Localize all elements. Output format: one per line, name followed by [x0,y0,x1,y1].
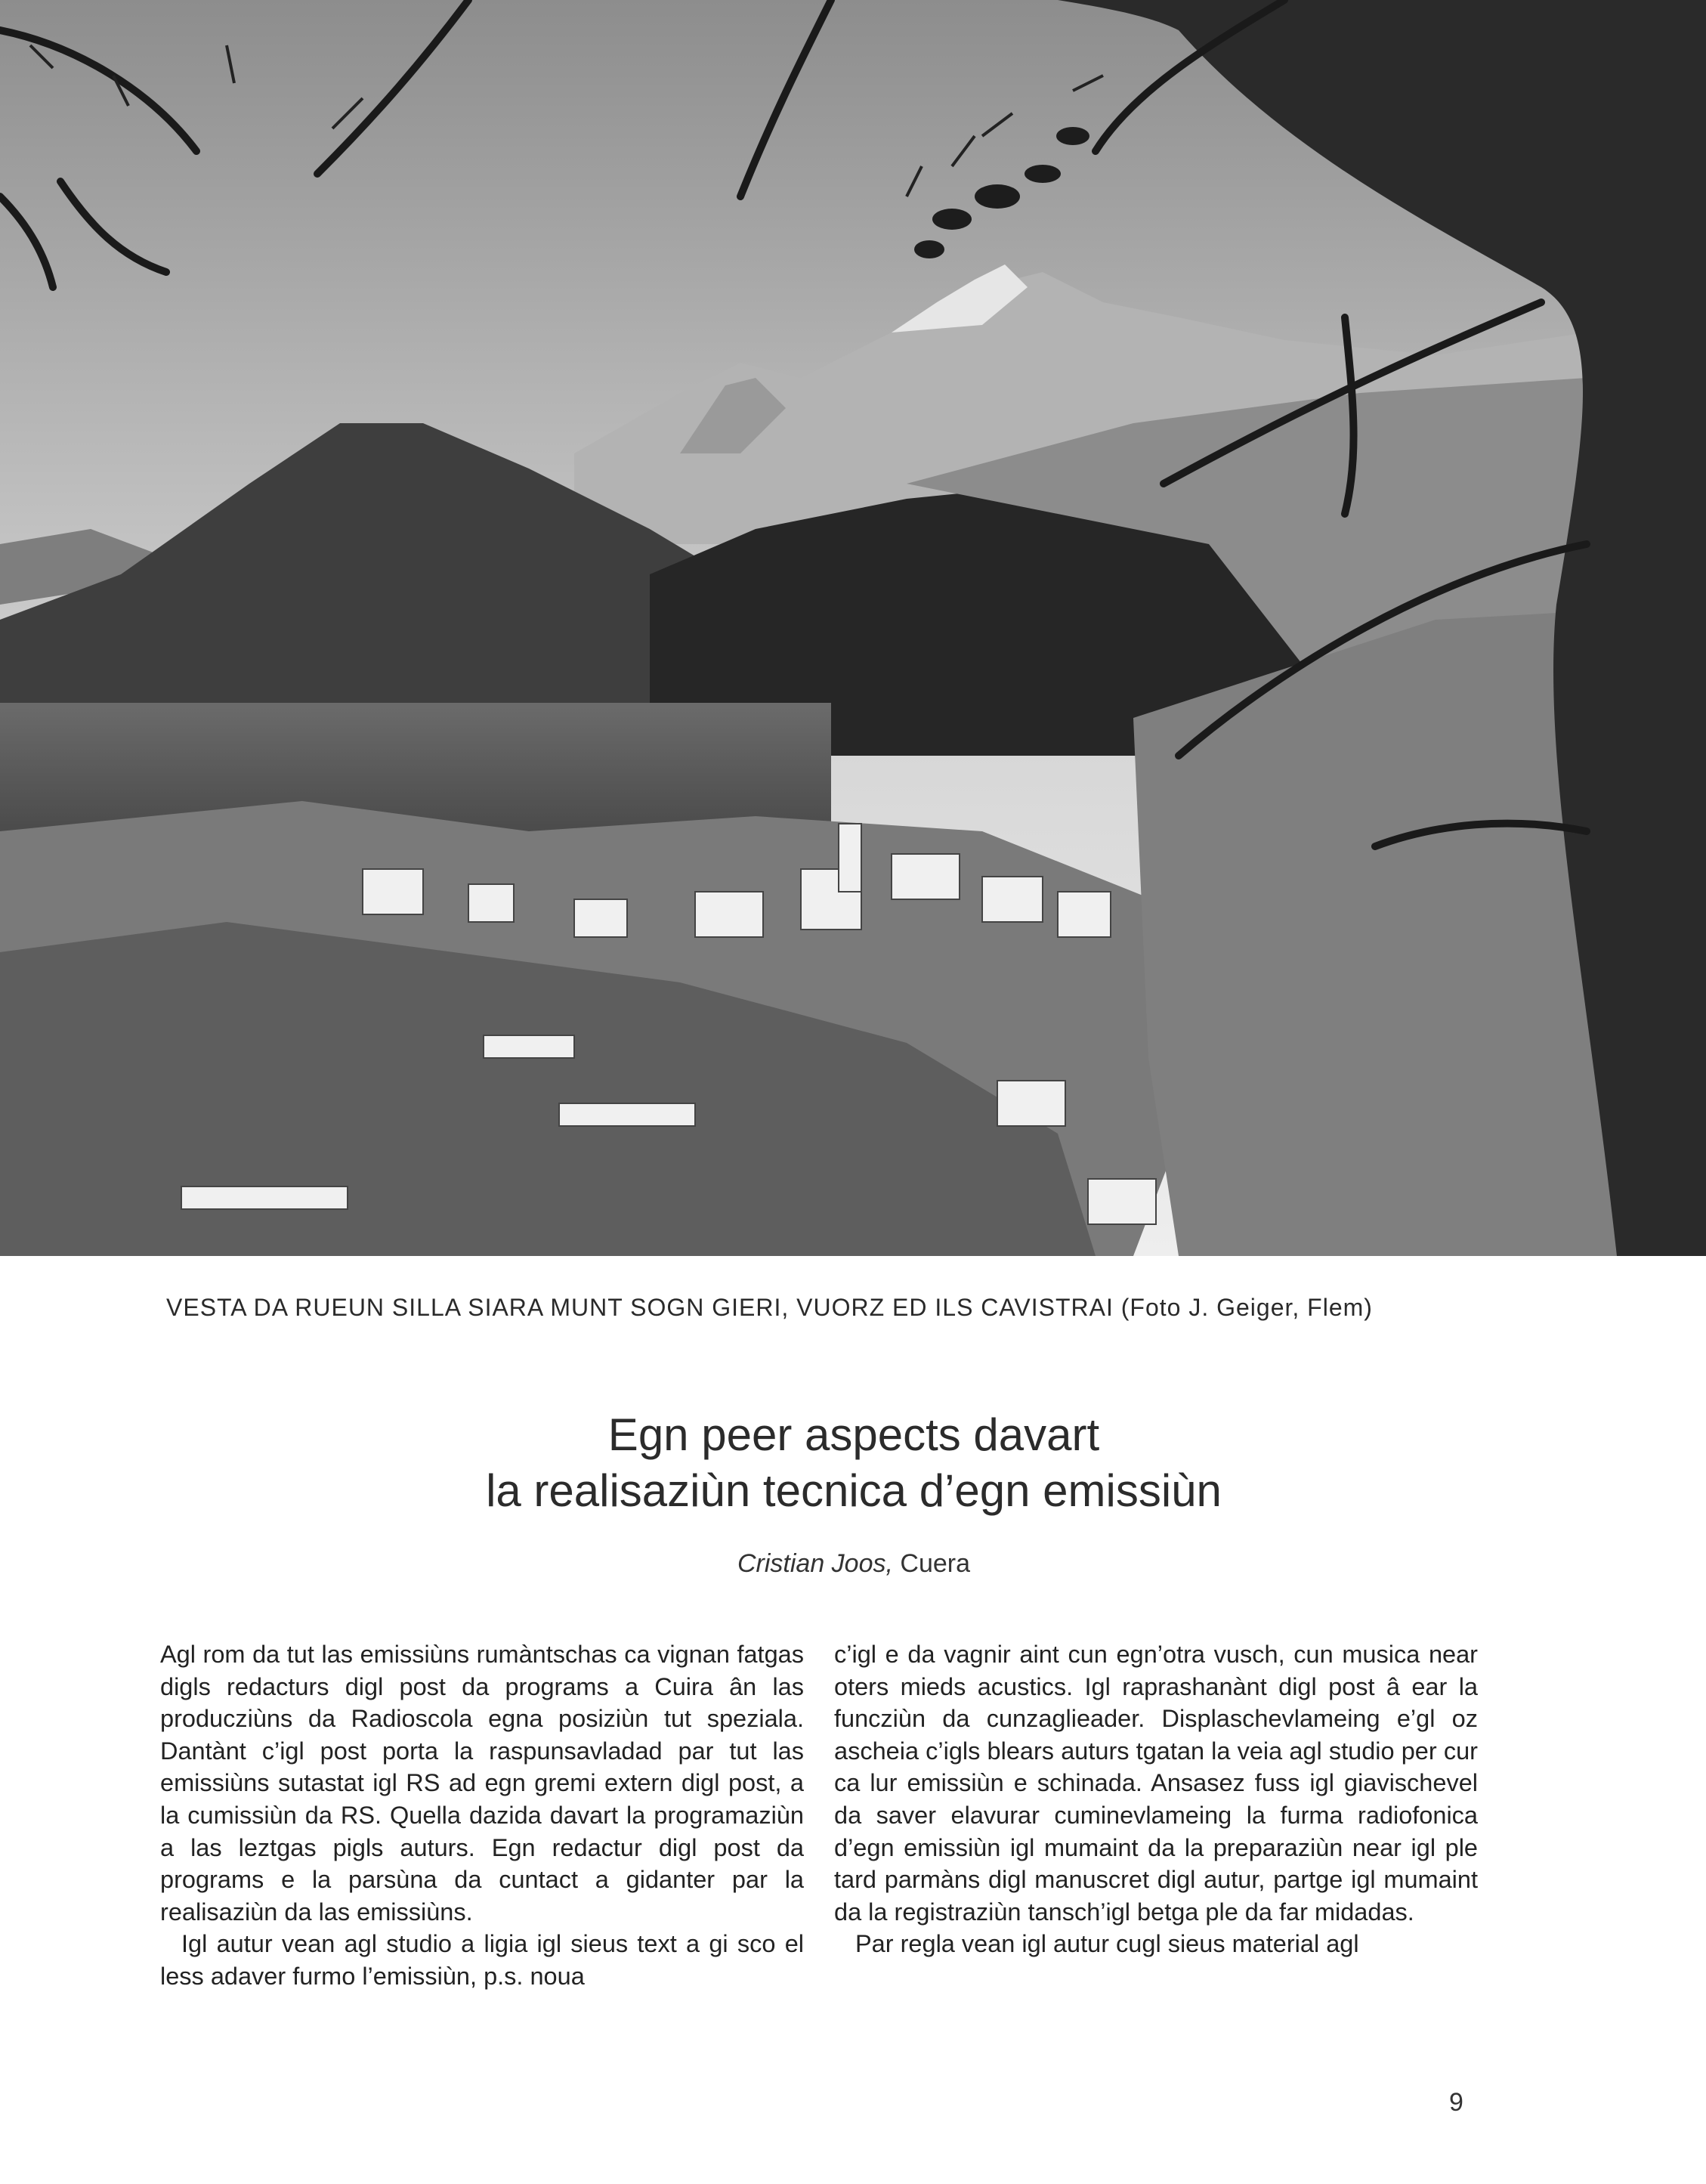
byline-place: Cuera [900,1549,971,1578]
photo-caption: VESTA DA RUEUN SILLA SIARA MUNT SOGN GIERI, VUORZ ED ILS CAVISTRAI (Foto J. Geiger, Flem) [166,1294,1373,1321]
paragraph: Agl rom da tut las emissiùns rumàntschas ca vignan fatgas digls redacturs digl post da programs a Cuira ân las producziùns da Radioscola egna posiziùn tut speziala. Dantànt c’igl post porta la raspunsavladad par tut las emissiùns sutastat igl RS ad egn gremi extern digl post, a la cumissiùn da RS. Quella dazida davart la programaziùn a las leztgas pigls auturs. Egn redactur digl post da programs e la parsùna da cuntact a gidanter par la realisaziùn da las emissiùns. [160,1641,804,1926]
article-title-line-1: Egn peer aspects davart [607,1409,1100,1460]
text-column-right [834,1638,1478,1960]
paragraph: Par regla vean igl autur cugl sieus material agl [855,1930,1359,1958]
byline-author: Cristian Joos, [737,1549,893,1578]
byline [227,1549,1481,1579]
page-number: 9 [1449,2088,1463,2117]
article-title [227,1407,1481,1519]
paragraph: c’igl e da vagnir aint cun egn’otra vusch, cun musica near oters mieds acustics. Igl raprashanànt digl post â ear la funcziùn da cunzaglieader. Displaschevlameing e’gl oz ascheia c’igls blears auturs tgatan la veia agl studio per cur ca lur emissiùn e schinada. Ansasez fuss igl giavischevel da saver elavurar cuminevlameing la furma radiofonica d’egn emissiùn igl mumaint da la preparaziùn near igl ple tard parmàns digl manuscret digl autur, partge igl mumaint da la registraziùn tansch’igl betga ple da far midadas. [834,1641,1478,1926]
article-title-line-2: la realisaziùn tecnica d’egn emissiùn [486,1465,1222,1516]
text-column-left [160,1638,804,1993]
paragraph: Igl autur vean agl studio a ligia igl sieus text a gi sco el less adaver furmo l’emissiùn, p.s. noua [160,1930,804,1990]
